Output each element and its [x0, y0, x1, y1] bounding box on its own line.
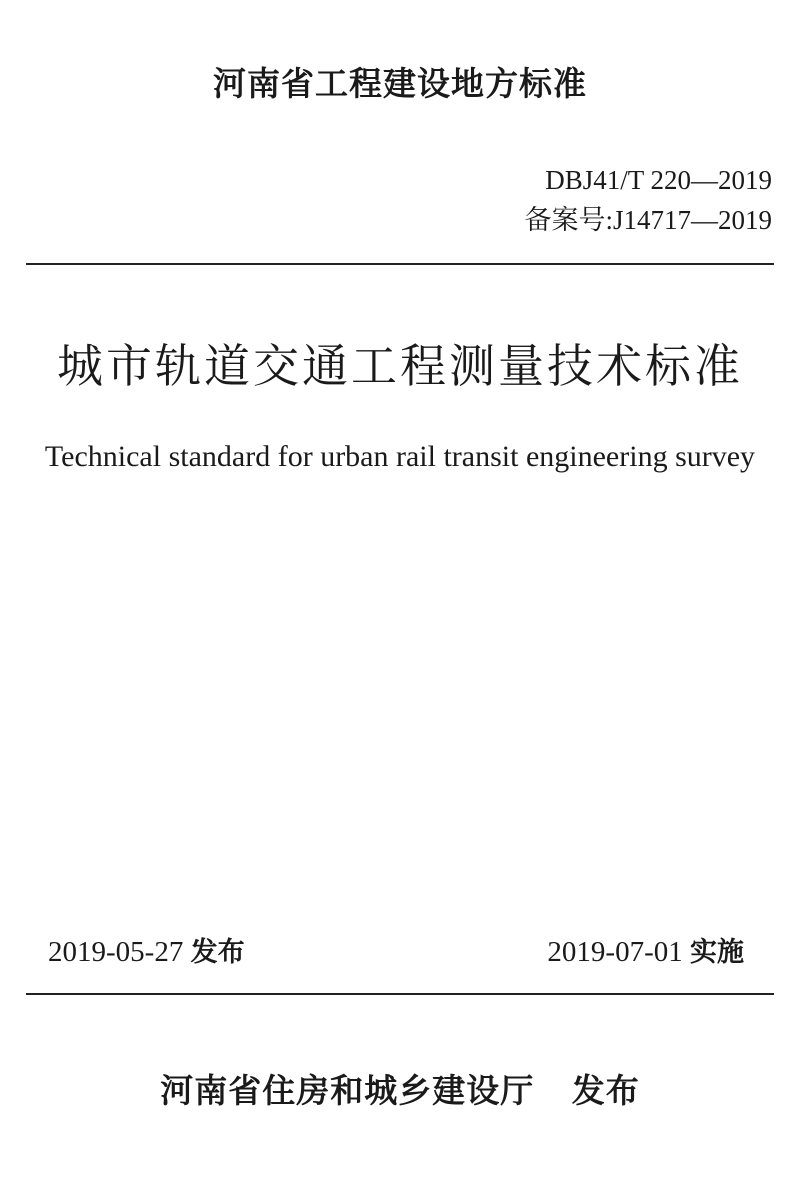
issue-label: 发布	[190, 937, 245, 968]
document-english-title: Technical standard for urban rail transit engineering survey	[44, 440, 756, 473]
issue-date-line	[48, 930, 245, 969]
effective-label: 实施	[690, 937, 744, 968]
document-title: 城市轨道交通工程测量技术标准	[57, 339, 743, 393]
standard-codes	[524, 160, 772, 240]
standard-category: 河南省工程建设地方标准	[213, 64, 587, 103]
issue-date: 2019-05-27	[48, 936, 184, 968]
bottom-divider	[26, 993, 774, 995]
publisher-action: 发布	[571, 1071, 640, 1110]
standard-code: DBJ41/T 220—2019	[545, 165, 772, 195]
publisher-name: 河南省住房和城乡建设厅	[160, 1071, 535, 1110]
top-divider	[26, 263, 774, 265]
effective-date-line	[547, 930, 744, 969]
record-number: 备案号:J14717—2019	[524, 205, 772, 235]
publisher-line	[0, 1065, 800, 1112]
effective-date: 2019-07-01	[547, 936, 683, 968]
